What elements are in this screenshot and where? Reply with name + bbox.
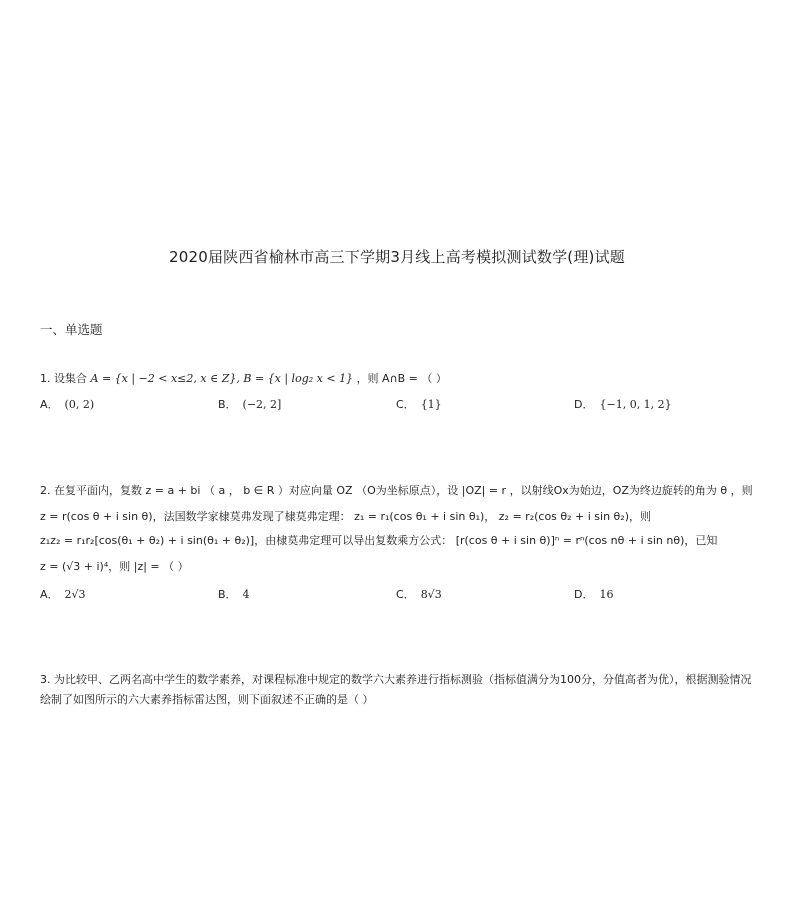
question-number: 1. [40, 372, 51, 385]
option-label: A． [40, 398, 59, 411]
question-2-line-1 [40, 484, 753, 498]
option-value: 4 [242, 588, 250, 601]
question-math: A = {x | −2 < x≤2, x ∈ Z}, B = {x | log₂ x < 1} [90, 372, 354, 385]
option-value: (0, 2) [64, 398, 95, 411]
option-value: {1} [420, 398, 442, 411]
option-value: 8√3 [420, 588, 442, 601]
option-a[interactable] [40, 586, 86, 602]
option-value: {−1, 0, 1, 2} [599, 398, 672, 411]
question-3-stem [40, 670, 752, 710]
option-value: 2√3 [64, 588, 86, 601]
option-c[interactable] [396, 396, 442, 412]
option-b[interactable] [218, 396, 281, 412]
option-label: B． [218, 588, 237, 601]
question-2-line-4: z = (√3 + i)⁴，则 |z| = （ ） [40, 560, 189, 573]
page-title: 2020届陕西省榆林市高三下学期3月线上高考模拟测试数学(理)试题 [168, 248, 626, 266]
option-label: A． [40, 588, 59, 601]
option-d[interactable] [574, 586, 613, 602]
question-1-stem [40, 372, 447, 386]
option-value: 16 [599, 588, 614, 601]
option-label: D． [574, 588, 594, 601]
option-b[interactable] [218, 586, 250, 602]
option-a[interactable] [40, 396, 94, 412]
question-text: 设集合 [54, 372, 87, 385]
section-heading: 一、单选题 [40, 322, 103, 337]
option-label: C． [396, 588, 415, 601]
question-2-line-2: z = r(cos θ + i sin θ)，法国数学家棣莫弗发现了棣莫弗定理： z₁ = r₁(cos θ₁ + i sin θ₁)， z₂ = r₂(cos θ₂ + i sin θ₂)，则 [40, 510, 651, 523]
question-text: 为比较甲、乙两名高中学生的数学素养，对课程标准中规定的数学六大素养进行指标测验（指标值满分为100分，分值高者为优），根据测验情况绘制了如图所示的六大素养指标雷达图，则下面叙述不正确的是（ ） [40, 673, 752, 706]
question-2-line-3: z₁z₂ = r₁r₂[cos(θ₁ + θ₂) + i sin(θ₁ + θ₂)]，由棣莫弗定理可以导出复数乘方公式： [r(cos θ + i sin θ)]ⁿ = rⁿ(cos nθ + i sin nθ)，已知 [40, 534, 718, 547]
question-number: 3. [40, 673, 51, 686]
option-label: C． [396, 398, 415, 411]
option-c[interactable] [396, 586, 442, 602]
option-label: B． [218, 398, 237, 411]
question-text: 在复平面内，复数 z = a + bi （ a ， b ∈ R ）对应向量 OZ （O为坐标原点），设 |OZ| = r ，以射线Ox为始边，OZ为终边旋转的角为 θ ，则 [54, 484, 753, 497]
option-d[interactable] [574, 396, 672, 412]
question-text-suffix: ，则 A∩B = （ ） [356, 372, 447, 385]
option-value: (−2, 2] [242, 398, 282, 411]
question-number: 2. [40, 484, 51, 497]
option-label: D． [574, 398, 594, 411]
